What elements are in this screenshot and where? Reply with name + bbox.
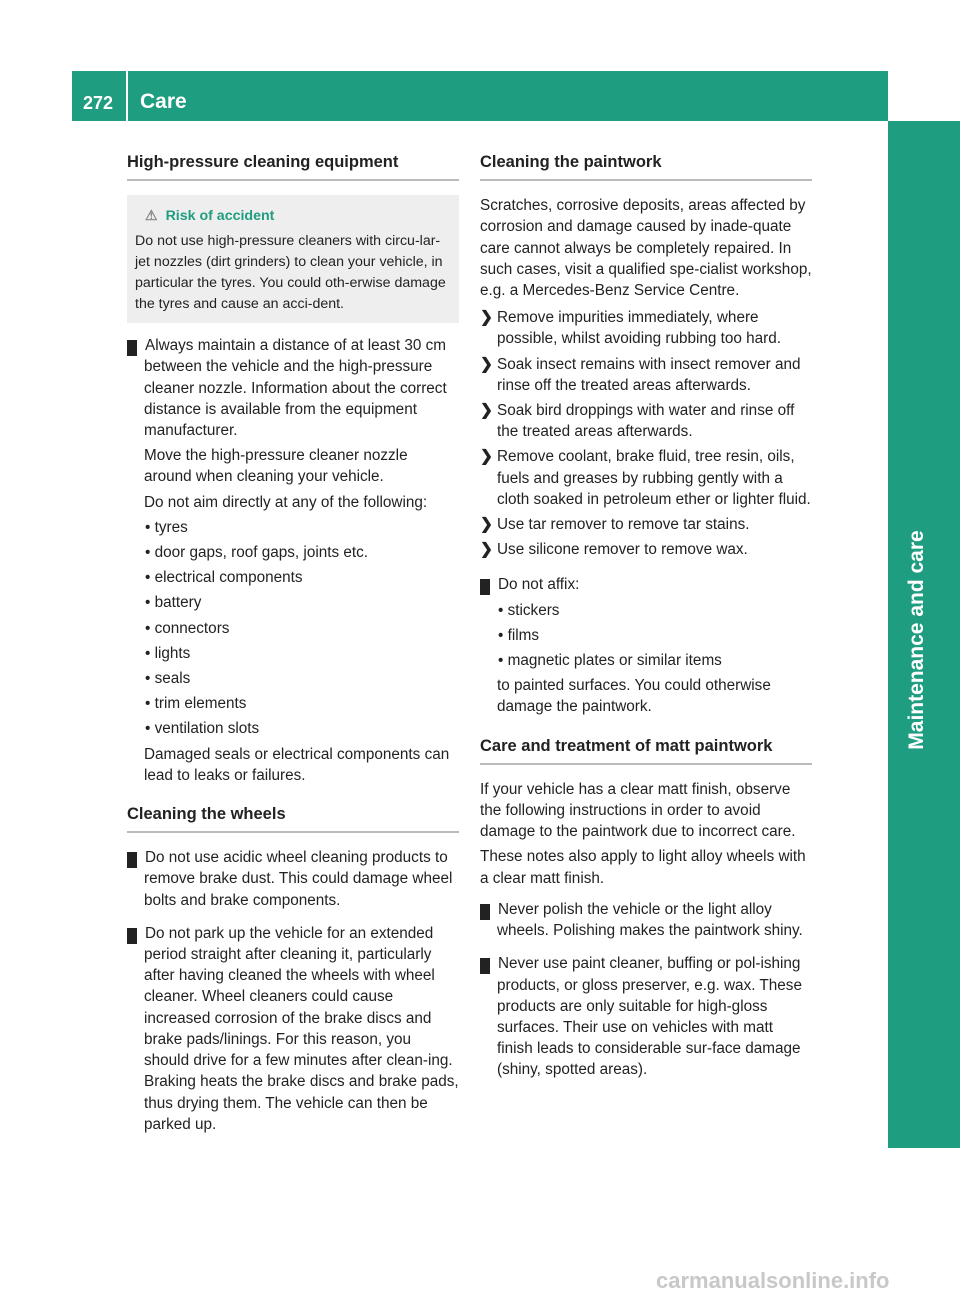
warning-title-row xyxy=(135,205,451,227)
list-item: • battery xyxy=(145,594,202,612)
arrow-step-icon: ❯ xyxy=(480,402,493,420)
list-item: • ventilation slots xyxy=(145,720,260,738)
step-item: ❯ Remove coolant, brake fluid, tree resin, oils, fuels and greases by rubbing gently with a cloth soaked in petroleum ether or lighter fluid. xyxy=(480,448,811,508)
notice-affix: ! Do not affix: xyxy=(474,576,580,595)
matt-paintwork-heading: Care and treatment of matt paintwork xyxy=(480,736,812,765)
affix-after-text: to painted surfaces. You could otherwise damage the paintwork. xyxy=(497,677,771,716)
matt-intro: If your vehicle has a clear matt finish, observe the following instructions in order to avoid damage to the paintwork due to incorrect care. xyxy=(480,780,796,841)
list-item: • door gaps, roof gaps, joints etc. xyxy=(145,544,369,562)
notice-distance xyxy=(121,335,459,441)
matt-wheels-text: These notes also apply to light alloy wheels with a clear matt finish. xyxy=(480,848,806,887)
header-divider xyxy=(126,71,128,121)
list-item: • electrical components xyxy=(145,569,303,587)
arrow-step-icon: ❯ xyxy=(480,516,493,534)
exclamation-icon: ! xyxy=(480,958,490,974)
side-tab-label: Maintenance and care xyxy=(905,530,928,750)
page-number: 272 xyxy=(83,93,114,113)
arrow-step-icon: ❯ xyxy=(480,355,493,373)
exclamation-icon: ! xyxy=(127,340,137,356)
notice-distance-text: Always maintain a distance of at least 30 cm between the vehicle and the high-pressure cleaner nozzle. Information about the correct distance is available from the equipment manufacturer. xyxy=(144,337,447,440)
list-item: • trim elements xyxy=(145,695,247,713)
warning-box xyxy=(127,195,459,323)
section-title: Care xyxy=(140,90,187,113)
left-column xyxy=(121,152,459,1139)
warning-triangle-icon: ⚠ xyxy=(145,207,158,224)
paintwork-heading: Cleaning the paintwork xyxy=(480,152,812,181)
hp-cleaning-heading: High-pressure cleaning equipment xyxy=(127,152,459,181)
arrow-step-icon: ❯ xyxy=(480,541,493,559)
step-item: ❯ Soak bird droppings with water and rinse off the treated areas afterwards. xyxy=(480,402,795,441)
arrow-step-icon: ❯ xyxy=(480,448,493,466)
list-item: • seals xyxy=(145,670,191,688)
list-item: • films xyxy=(498,626,540,644)
header-bar xyxy=(72,71,888,121)
exclamation-icon: ! xyxy=(480,904,490,920)
step-item: ❯ Use silicone remover to remove wax. xyxy=(480,539,812,560)
notice-paint-cleaner: ! Never use paint cleaner, buffing or pol-ishing products, or gloss preserver, e.g. wax. These products are only suitable for high-gloss surfaces. Their use on vehicles with matt finish leads to considerable sur-face damage (shiny, spotted areas). xyxy=(474,955,802,1079)
notice-polish: ! Never polish the vehicle or the light alloy wheels. Polishing makes the paintwork shiny. xyxy=(474,900,803,940)
warning-title: Risk of accident xyxy=(165,208,275,225)
notice-acidic: ! Do not use acidic wheel cleaning products to remove brake dust. This could damage wheel bolts and brake components. xyxy=(121,849,453,909)
paintwork-intro: Scratches, corrosive deposits, areas affected by corrosion and damage caused by inade-quate care cannot always be completely repaired. In such cases, visit a qualified spe-cialist workshop, e.g. a Mercedes-Benz Service Centre. xyxy=(480,197,812,300)
watermark: carmanualsonline.info xyxy=(656,1268,890,1293)
exclamation-icon: ! xyxy=(127,852,137,868)
list-item: • stickers xyxy=(498,601,560,619)
list-item: • connectors xyxy=(145,619,230,637)
right-column xyxy=(474,152,812,1085)
move-nozzle-text: Move the high-pressure cleaner nozzle around when cleaning your vehicle. xyxy=(144,447,408,486)
notice-parking: ! Do not park up the vehicle for an extended period straight after cleaning it, particularly after having cleaned the wheels with wheel cleaner. Wheel cleaners could cause increased corrosion of the brake discs and brake pads/linings. For this reason, you should drive for a few minutes after clean-ing. Braking heats the brake discs and brake pads, thus drying them. The vehicle can then be parked up. xyxy=(121,924,459,1133)
list-item: • tyres xyxy=(145,518,188,536)
arrow-step-icon: ❯ xyxy=(480,309,493,327)
wheels-heading: Cleaning the wheels xyxy=(127,804,459,833)
exclamation-icon: ! xyxy=(480,579,490,595)
step-item: ❯ Use tar remover to remove tar stains. xyxy=(480,514,812,535)
exclamation-icon: ! xyxy=(127,928,137,944)
step-item: ❯ Soak insect remains with insect remover and rinse off the treated areas afterwards. xyxy=(480,355,801,394)
list-item: • lights xyxy=(145,644,191,662)
do-not-aim-text: Do not aim directly at any of the following: xyxy=(144,493,428,511)
warning-text: Do not use high-pressure cleaners with circu-lar-jet nozzles (dirt grinders) to clean your vehicle, in particular the tyres. You could oth-erwise damage the tyres and cause an acci-dent. xyxy=(135,233,446,313)
step-item: ❯ Remove impurities immediately, where possible, whilst avoiding rubbing too hard. xyxy=(480,309,782,348)
list-item: • magnetic plates or similar items xyxy=(498,652,722,670)
damaged-seals-text: Damaged seals or electrical components can lead to leaks or failures. xyxy=(144,745,450,784)
